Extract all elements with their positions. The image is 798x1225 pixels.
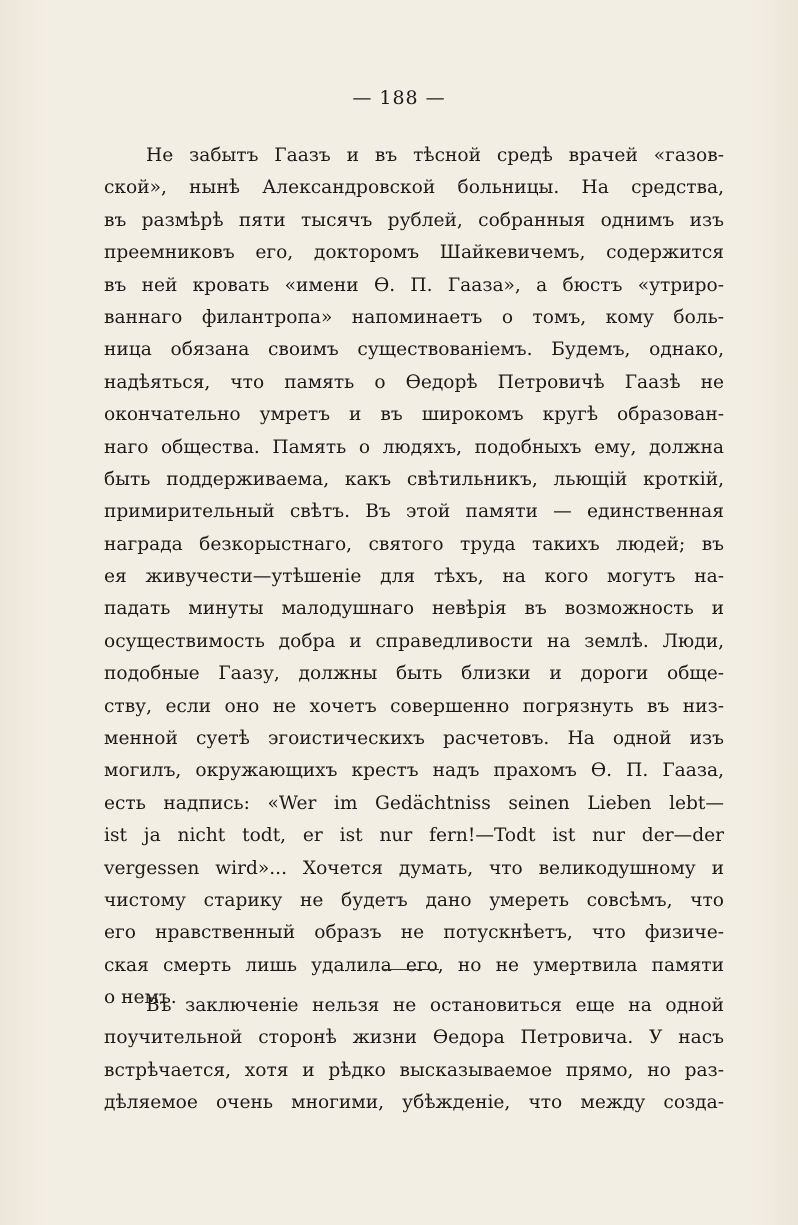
text-line: осуществимость добра и справедливости на землѣ. Люди,: [104, 630, 724, 652]
page-number: — 188 —: [352, 87, 446, 109]
text-line: о немъ.: [104, 987, 177, 1009]
text-line: ству, если оно не хочетъ совершенно погрязнуть въ низ-: [104, 695, 724, 717]
text-line: награда безкорыстнаго, святого труда такихъ людей; въ: [104, 533, 724, 555]
text-line: ваннаго филантропа» напоминаетъ о томъ, кому боль-: [104, 306, 724, 328]
text-line: Не забытъ Гаазъ и въ тѣсной средѣ врачей «газов-: [146, 145, 724, 166]
text-line: Въ заключеніе нельзя не остановиться еще на одной: [146, 995, 724, 1016]
text-line: преемниковъ его, докторомъ Шайкевичемъ, содержится: [104, 242, 724, 264]
text-line: встрѣчается, хотя и рѣдко высказываемое прямо, но раз-: [104, 1059, 724, 1081]
section-divider: [383, 969, 439, 970]
text-line: могилъ, окружающихъ крестъ надъ прахомъ Ѳ. П. Гааза,: [104, 760, 724, 782]
text-line: ея живучести—утѣшеніе для тѣхъ, на кого могутъ на-: [104, 566, 724, 588]
text-line: менной суетѣ эгоистическихъ расчетовъ. На одной изъ: [104, 728, 724, 750]
text-line: надѣяться, что память о Ѳедорѣ Петровичѣ Гаазѣ не: [104, 371, 724, 393]
text-line: падать минуты малодушнаго невѣрія въ возможность и: [104, 598, 724, 620]
text-line: окончательно умретъ и въ широкомъ кругѣ образован-: [104, 404, 724, 426]
text-line: подобные Гаазу, должны быть близки и дороги обще-: [104, 663, 724, 685]
text-line: быть поддерживаема, какъ свѣтильникъ, льющій кроткій,: [104, 468, 724, 490]
text-line: дѣляемое очень многими, убѣжденіе, что между созда-: [104, 1092, 724, 1114]
text-line: наго общества. Память о людяхъ, подобныхъ ему, должна: [104, 436, 724, 458]
text-line: vergessen wird»... Хочется думать, что великодушному и: [104, 857, 724, 879]
text-line: ской», нынѣ Александровской больницы. На средства,: [104, 177, 724, 199]
text-line: ist ja nicht todt, er ist nur fern!—Todt ist nur der—der: [104, 825, 724, 847]
text-line: ница обязана своимъ существованіемъ. Будемъ, однако,: [104, 339, 724, 361]
paragraph-2: [104, 990, 724, 1120]
paragraph-1: [104, 140, 724, 1015]
text-line: примирительный свѣтъ. Въ этой памяти — единственная: [104, 501, 724, 523]
text-line: въ размѣрѣ пяти тысячъ рублей, собранныя однимъ изъ: [104, 209, 724, 231]
text-line: ская смерть лишь удалила его, но не умертвила памяти: [104, 954, 724, 976]
text-line: въ ней кровать «имени Ѳ. П. Гааза», а бюстъ «утриро-: [104, 274, 724, 296]
text-line: есть надпись: «Wer im Gedächtniss seinen Lieben lebt—: [104, 792, 724, 814]
text-line: его нравственный образъ не потускнѣетъ, что физиче-: [104, 922, 724, 944]
text-line: поучительной сторонѣ жизни Ѳедора Петровича. У насъ: [104, 1027, 724, 1049]
text-line: чистому старику не будетъ дано умереть совсѣмъ, что: [104, 889, 724, 911]
